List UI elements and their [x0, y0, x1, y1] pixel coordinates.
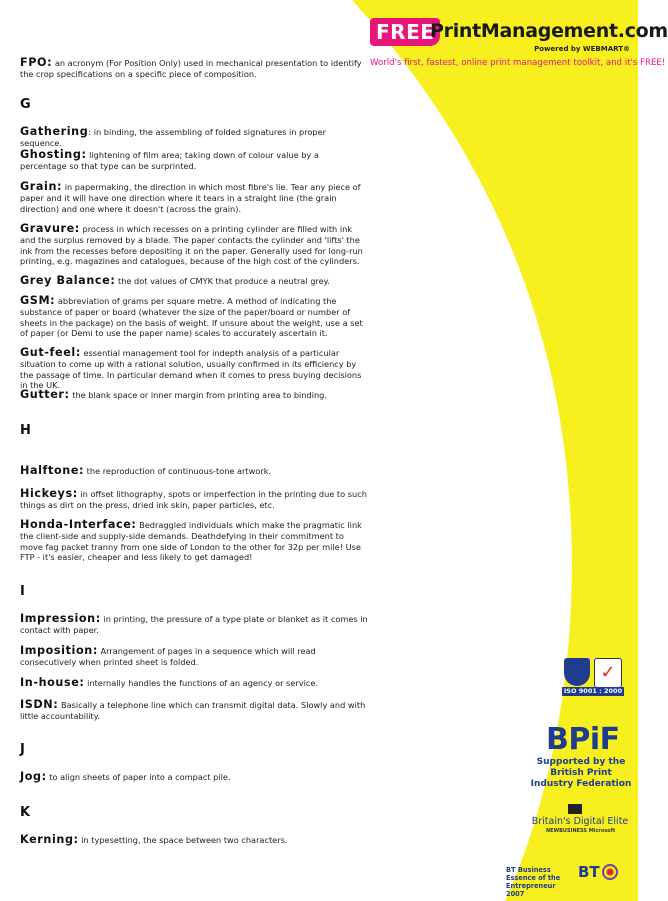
section-letter-i: I	[20, 584, 25, 599]
entry-fpo	[20, 58, 368, 80]
term-label: GSM:	[20, 294, 56, 307]
term-definition: in printing, the pressure of a type plate or blanket as it comes in contact with paper.	[20, 614, 368, 635]
entry-ghosting	[20, 150, 368, 172]
term-definition: internally handles the functions of an agency or service.	[84, 678, 318, 688]
entry-grain	[20, 182, 368, 214]
term-definition: : in binding, the assembling of folded signatures in proper sequence.	[20, 127, 327, 148]
term-definition: essential management tool for indepth analysis of a particular situation to come up with a rational solution, usually confirmed in its efficiency by the passage of time. In particular demand when it comes to press buying decisions in the UK.	[20, 348, 362, 391]
entry-in-house	[20, 678, 368, 689]
iso-certification-badge	[562, 658, 624, 696]
entry-halftone	[20, 466, 368, 477]
term-definition: in offset lithography, spots or imperfection in the printing due to such things as dirt on the press, dried ink skin, paper particles, etc.	[20, 489, 367, 510]
digital-elite-sponsors: NEWBUSINESS Microsoft	[546, 828, 616, 834]
term-definition: in typesetting, the space between two characters.	[78, 835, 288, 845]
term-label: Gutter:	[20, 388, 70, 401]
term-label: ISDN:	[20, 698, 59, 711]
term-label: Gravure:	[20, 222, 80, 235]
entry-gutter	[20, 390, 368, 401]
shield-icon	[564, 658, 590, 686]
term-definition: process in which recesses on a printing cylinder are filled with ink and the surplus removed by a blade. The paper contacts the cylinder and 'lifts' the ink from the recesses before depositing it on the paper. Generally used for long-run printing, e.g. magazines and catalogues, because of the high cost of the cylinders.	[20, 224, 363, 267]
bpif-supported-text: Supported by the British Print Industry Federation	[530, 757, 632, 789]
entry-honda-interface	[20, 520, 368, 563]
term-definition: Basically a telephone line which can transmit digital data. Slowly and with little accountability.	[20, 700, 366, 721]
term-label: Gathering	[20, 125, 89, 138]
term-definition: lightening of film area; taking down of colour value by a percentage so that type can be surprinted.	[20, 150, 319, 171]
logo-powered-by: Powered by WEBMART®	[534, 45, 630, 53]
section-letter-h: H	[20, 423, 31, 438]
tagline: World's first, fastest, online print management toolkit, and it's FREE!	[370, 58, 666, 68]
term-label: Kerning:	[20, 833, 79, 846]
term-definition: to align sheets of paper into a compact pile.	[46, 772, 231, 782]
entry-gut-feel	[20, 348, 368, 391]
entry-isdn	[20, 700, 368, 722]
bpif-logo: BPiF	[546, 722, 620, 757]
entry-jog	[20, 772, 368, 783]
term-definition: the dot values of CMYK that produce a neutral grey.	[115, 276, 330, 286]
logo-free-badge: FREE	[370, 18, 440, 46]
entry-imposition	[20, 646, 368, 668]
term-definition: Arrangement of pages in a sequence which will read consecutively when printed sheet is folded.	[20, 646, 316, 667]
iso-label: ISO 9001 : 2000	[563, 687, 623, 695]
entry-kerning	[20, 835, 368, 846]
term-label: Honda-Interface:	[20, 518, 137, 531]
term-label: FPO:	[20, 56, 53, 69]
term-definition: an acronym (For Position Only) used in mechanical presentation to identify the crop specifications on a specific piece of composition.	[20, 58, 362, 79]
term-label: Imposition:	[20, 644, 98, 657]
bt-award-text: BT Business Essence of the Entrepreneur 2007	[506, 866, 561, 898]
digital-elite-icon	[568, 804, 582, 814]
term-label: Impression:	[20, 612, 101, 625]
term-definition: the blank space or inner margin from printing area to binding.	[69, 390, 327, 400]
term-label: In-house:	[20, 676, 85, 689]
section-letter-j: J	[20, 742, 25, 757]
term-label: Ghosting:	[20, 148, 87, 161]
term-label: Gut-feel:	[20, 346, 81, 359]
entry-gathering	[20, 127, 368, 149]
term-definition: Bedraggled individuals which make the pragmatic link the client-side and supply-side demands. Deathdefying in their commitment to move fag packet tranny from one side of London to the other for 32p per mile! Use FTP - it's easier, cheaper and less likely to get damaged!	[20, 520, 362, 563]
term-label: Hickeys:	[20, 487, 78, 500]
term-definition: in papermaking, the direction in which most fibre's lie. Tear any piece of paper and it will have one direction where it tears in a straight line (the grain direction) and one where it doesn't (across the grain).	[20, 182, 361, 214]
entry-impression	[20, 614, 368, 636]
bt-logo: BT	[578, 863, 600, 881]
entry-grey-balance	[20, 276, 368, 287]
entry-gravure	[20, 224, 368, 267]
checkmark-icon: ✓	[594, 658, 622, 688]
entry-hickeys	[20, 489, 368, 511]
term-definition: abbreviation of grams per square metre. A method of indicating the substance of paper or board (whatever the size of the paper/board or number of sheets in the package) on the basis of weight. If unsure about the weight, use a set of paper (or Demi to use the paper name) scales to accurately ascertain it.	[20, 296, 363, 339]
section-letter-k: K	[20, 805, 31, 820]
term-definition: the reproduction of continuous-tone artwork.	[84, 466, 272, 476]
term-label: Grain:	[20, 180, 63, 193]
entry-gsm	[20, 296, 368, 339]
term-label: Grey Balance:	[20, 274, 116, 287]
section-letter-g: G	[20, 97, 31, 112]
term-label: Jog:	[20, 770, 47, 783]
freeprintmanagement-logo[interactable]	[370, 14, 668, 54]
digital-elite-title: Britain's Digital Elite	[531, 816, 629, 827]
term-label: Halftone:	[20, 464, 85, 477]
logo-wordmark: PrintManagement.com	[430, 20, 668, 42]
